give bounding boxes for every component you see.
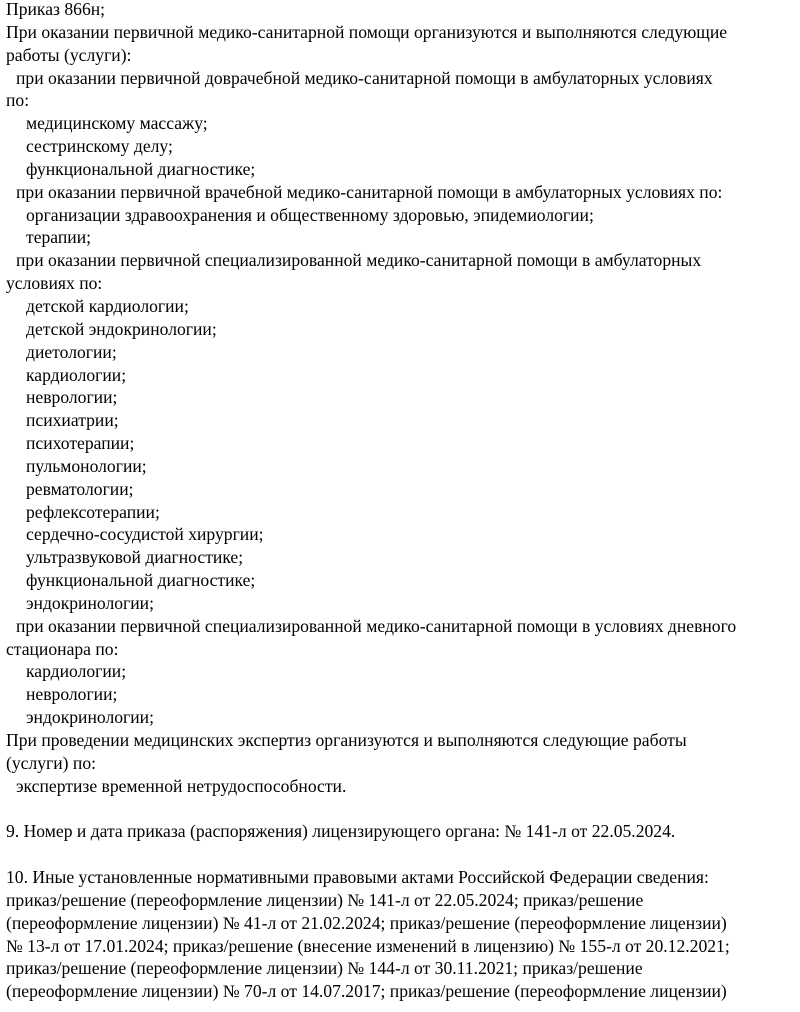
section-heading: условиях по: — [6, 273, 103, 294]
blank-line — [6, 798, 796, 821]
section-heading: при оказании первичной доврачебной медико-санитарной помощи в амбулаторных условиях — [16, 67, 713, 88]
paragraph-primary-care: При оказании первичной медико-санитарной помощи организуются и выполняются следующие — [6, 21, 728, 42]
list-item: пульмонологии; — [26, 455, 147, 476]
item-10-text: № 13-л от 17.01.2024; приказ/решение (внесение изменений в лицензию) № 155-л от 20.12.2021; — [6, 935, 730, 956]
list-item: сердечно-сосудистой хирургии; — [26, 524, 264, 545]
order-number: Приказ 866н; — [6, 0, 106, 19]
list-item: ультразвуковой диагностике; — [26, 547, 244, 568]
paragraph-expertise: При проведении медицинских экспертиз организуются и выполняются следующие работы — [6, 730, 687, 750]
list-item: детской эндокринологии; — [26, 318, 217, 339]
list-item: детской кардиологии; — [26, 295, 189, 316]
list-item: эндокринологии; — [26, 592, 154, 613]
list-item: эндокринологии; — [26, 707, 154, 728]
list-item: экспертизе временной нетрудоспособности. — [16, 775, 347, 796]
section-heading: при оказании первичной врачебной медико-санитарной помощи в амбулаторных условиях по: — [16, 181, 723, 202]
item-10-heading: 10. Иные установленные нормативными правовыми актами Российской Федерации сведения: — [6, 867, 709, 888]
list-item: функциональной диагностике; — [26, 158, 256, 179]
list-item: психиатрии; — [26, 410, 119, 431]
list-item: психотерапии; — [26, 433, 135, 454]
item-10-text: приказ/решение (переоформление лицензии) № 141-л от 22.05.2024; приказ/решение — [6, 889, 644, 910]
item-10-text: (переоформление лицензии) № 70-л от 14.07.2017; приказ/решение (переоформление лицензии) — [6, 981, 727, 1002]
list-item: неврологии; — [26, 387, 118, 408]
item-10-text: (переоформление лицензии) № 41-л от 21.02.2024; приказ/решение (переоформление лицензии) — [6, 912, 727, 933]
section-heading: по: — [6, 90, 30, 111]
list-item: организации здравоохранения и общественному здоровью, эпидемиологии; — [26, 204, 594, 225]
list-item: кардиологии; — [26, 661, 127, 682]
item-10-text: приказ/решение (переоформление лицензии) № 144-л от 30.11.2021; приказ/решение — [6, 958, 643, 979]
list-item: медицинскому массажу; — [26, 113, 208, 134]
document-body — [6, 0, 796, 1003]
list-item: рефлексотерапии; — [26, 501, 160, 522]
list-item: сестринскому делу; — [26, 136, 173, 157]
list-item: функциональной диагностике; — [26, 570, 256, 591]
paragraph-expertise: (услуги) по: — [6, 752, 97, 773]
list-item: неврологии; — [26, 684, 118, 705]
list-item: терапии; — [26, 227, 92, 248]
blank-line — [6, 843, 796, 866]
item-9-order-info: 9. Номер и дата приказа (распоряжения) лицензирующего органа: № 141-л от 22.05.2024. — [6, 821, 676, 842]
list-item: диетологии; — [26, 341, 117, 362]
list-item: кардиологии; — [26, 364, 127, 385]
paragraph-primary-care: работы (услуги): — [6, 44, 132, 65]
section-heading: при оказании первичной специализированной медико-санитарной помощи в амбулаторных — [16, 250, 702, 271]
section-heading: при оказании первичной специализированной медико-санитарной помощи в условиях дневного — [16, 615, 737, 636]
section-heading: стационара по: — [6, 638, 119, 659]
list-item: ревматологии; — [26, 478, 134, 499]
